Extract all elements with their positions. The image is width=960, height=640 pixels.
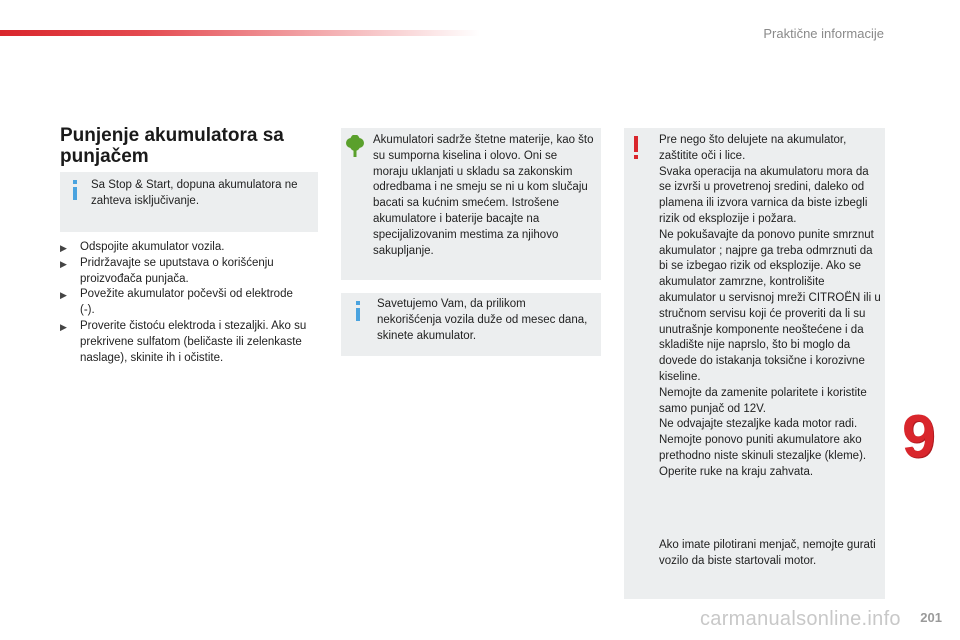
warning-footer: Ako imate pilotirani menjač, nemojte gurati vozilo da biste startovali motor. [659,539,876,567]
warning-line: Operite ruke na kraju zahvata. [659,465,814,478]
header-accent-bar [0,30,480,36]
bullet-icon: ▶ [60,258,67,269]
info-box-storage [341,293,601,356]
info-box-text: Sa Stop & Start, dopuna akumulatora ne zahteva isključivanje. [91,179,298,207]
warning-line: Nemojte ponovo puniti akumulatore ako prethodno niste skinuli stezaljke (kleme). [659,434,867,462]
eco-box-text: Akumulatori sadrže štetne materije, kao što su sumporna kiselina i olovo. Oni se moraju uklanjati u skladu sa zakonskim odredbama i ne smeju se ni u kom slučaju bacati sa kućnim smećem. Istrošene akumulatore i baterije bacajte na specijalizovanim mestima za njihovo sakupljanje. [373,134,594,257]
list-item [60,319,310,366]
exclamation-icon [632,136,640,165]
step-text: Proverite čistoću elektroda i stezaljki. Ako su prekrivene sulfatom (beličaste ili zelenkaste naslage), skinite ih i očistite. [80,319,307,364]
chapter-number: 9 [902,403,936,470]
tree-icon [345,135,365,162]
list-item [60,287,310,319]
step-text: Povežite akumulator počevši od elektrode (-). [80,288,293,317]
list-item [60,240,310,256]
step-text: Pridržavajte se uputstava o korišćenju proizvođača punjača. [80,256,274,285]
warning-line: Ne odvajajte stezaljke kada motor radi. [659,418,858,431]
step-text: Odspojite akumulator vozila. [80,241,225,253]
page-title: Punjenje akumulatora sa punjačem [60,125,284,167]
section-title: Praktične informacije [763,26,884,41]
info-icon [353,301,363,328]
warning-line: Pre nego što delujete na akumulator, zaštitite oči i lice. [659,134,847,162]
page-number: 201 [920,610,942,625]
info-box-text: Savetujemo Vam, da prilikom nekorišćenja vozila duže od mesec dana, skinete akumulator. [377,298,588,342]
eco-box [341,128,601,280]
warning-line: Nemojte da zamenite polaritete i koristite samo punjač od 12V. [659,386,867,415]
warning-text [659,133,883,481]
bullet-icon: ▶ [60,243,67,253]
warning-line: Ne pokušavajte da ponovo punite smrznut akumulator ; najpre ga treba odmrznuti da bi se izbegao rizik od eksplozije. Ako se akumulator zamrzne, kontrolišite akumulator u servisnoj mreži CITROËN ili u stručnom servisu koji će proveriti da li su unutrašnje komponente neoštećene i da skladište nije naprslo, što bi moglo da dovede do istakanja toksične i korozivne kiseline. [659,228,881,383]
info-box-stop-start [60,172,318,232]
warning-line: Svaka operacija na akumulatoru mora da se izvrši u provetrenoj sredini, daleko od plamena ili izvora varnica da biste izbegli rizik od eksplozije i požara. [659,165,869,225]
list-item [60,256,310,288]
bullet-icon: ▶ [60,290,67,301]
steps-list [60,240,310,366]
info-icon [70,180,80,207]
watermark: carmanualsonline.info [700,608,901,630]
warning-box [624,128,885,599]
bullet-icon: ▶ [60,321,67,332]
